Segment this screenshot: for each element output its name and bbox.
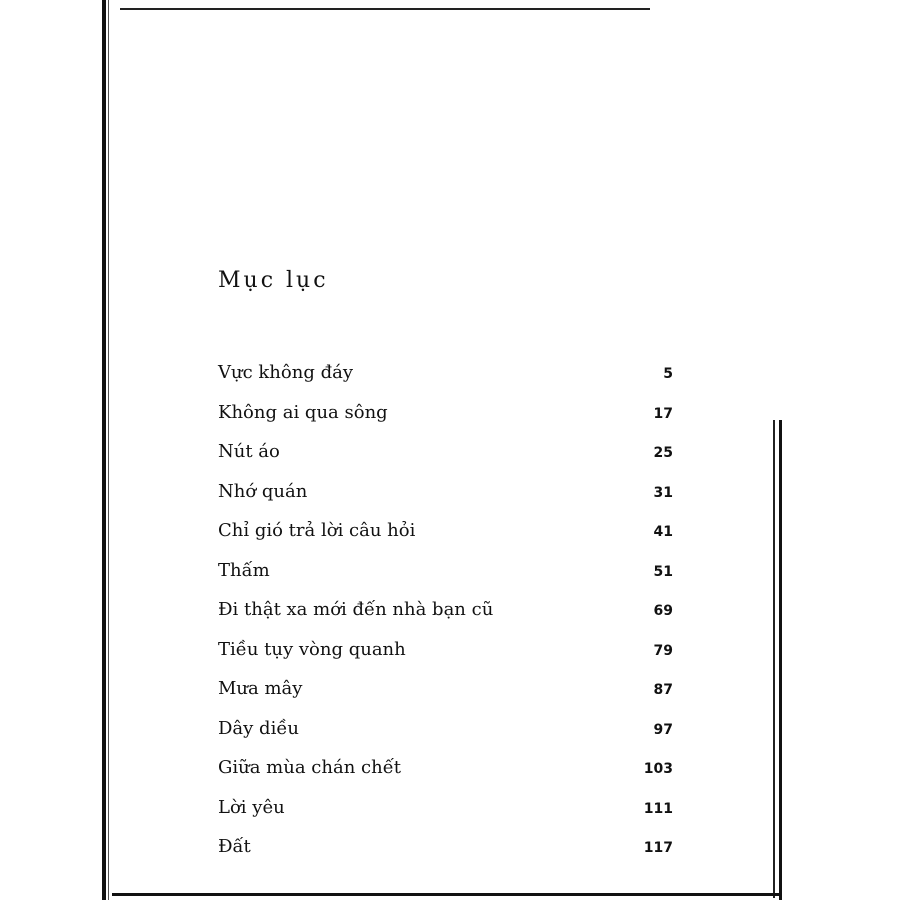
toc-entry-page-number: 79 (653, 642, 673, 659)
toc-entry-page-number: 111 (643, 800, 673, 817)
toc-entry[interactable] (218, 441, 673, 481)
toc-entry-title: Tiều tụy vòng quanh (218, 638, 406, 660)
toc-entry-title: Chỉ gió trả lời câu hỏi (218, 520, 416, 541)
toc-entry[interactable] (218, 402, 673, 442)
toc-entry-title: Thấm (218, 559, 270, 581)
toc-entry-page-number: 41 (653, 524, 673, 540)
toc-entry-title: Giữa mùa chán chết (218, 757, 401, 778)
toc-entry[interactable] (218, 639, 673, 679)
toc-entry[interactable] (218, 757, 673, 797)
toc-entry-title: Không ai qua sông (218, 401, 388, 423)
toc-entry-page-number: 31 (653, 484, 673, 501)
toc-entry-page-number: 51 (653, 563, 673, 580)
toc-entry-title: Mưa mây (218, 678, 303, 699)
toc-entry-page-number: 103 (643, 761, 673, 777)
toc-list (218, 362, 673, 876)
toc-entry[interactable] (218, 520, 673, 560)
toc-entry[interactable] (218, 797, 673, 837)
toc-entry-page-number: 17 (653, 405, 673, 422)
toc-entry-title: Nút áo (218, 441, 280, 462)
toc-entry-page-number: 87 (653, 682, 673, 698)
toc-entry[interactable] (218, 678, 673, 718)
page-edge-left (102, 0, 106, 900)
toc-entry[interactable] (218, 718, 673, 758)
toc-entry-title: Đi thật xa mới đến nhà bạn cũ (218, 599, 494, 620)
toc-entry-title: Dây diều (218, 717, 299, 739)
toc-entry-title: Đất (218, 836, 251, 857)
toc-entry[interactable] (218, 560, 673, 600)
page-edge-right-outer (779, 420, 782, 900)
toc-entry-page-number: 25 (653, 445, 673, 461)
toc-entry-page-number: 5 (663, 366, 673, 382)
page-edge-right (773, 420, 775, 898)
toc-entry-title: Vực không đáy (218, 362, 353, 383)
toc-entry-page-number: 117 (643, 840, 673, 856)
toc-entry-page-number: 69 (653, 603, 673, 619)
toc-entry[interactable] (218, 599, 673, 639)
page-edge-left-inner (108, 0, 109, 900)
toc-entry[interactable] (218, 836, 673, 876)
toc-entry-page-number: 97 (653, 721, 673, 738)
toc-heading: Mục lục (218, 268, 329, 293)
page-edge-bottom (112, 893, 780, 896)
page-edge-top (120, 8, 650, 10)
toc-entry[interactable] (218, 362, 673, 402)
toc-entry[interactable] (218, 481, 673, 521)
toc-entry-title: Nhớ quán (218, 480, 308, 502)
toc-entry-title: Lời yêu (218, 796, 285, 818)
